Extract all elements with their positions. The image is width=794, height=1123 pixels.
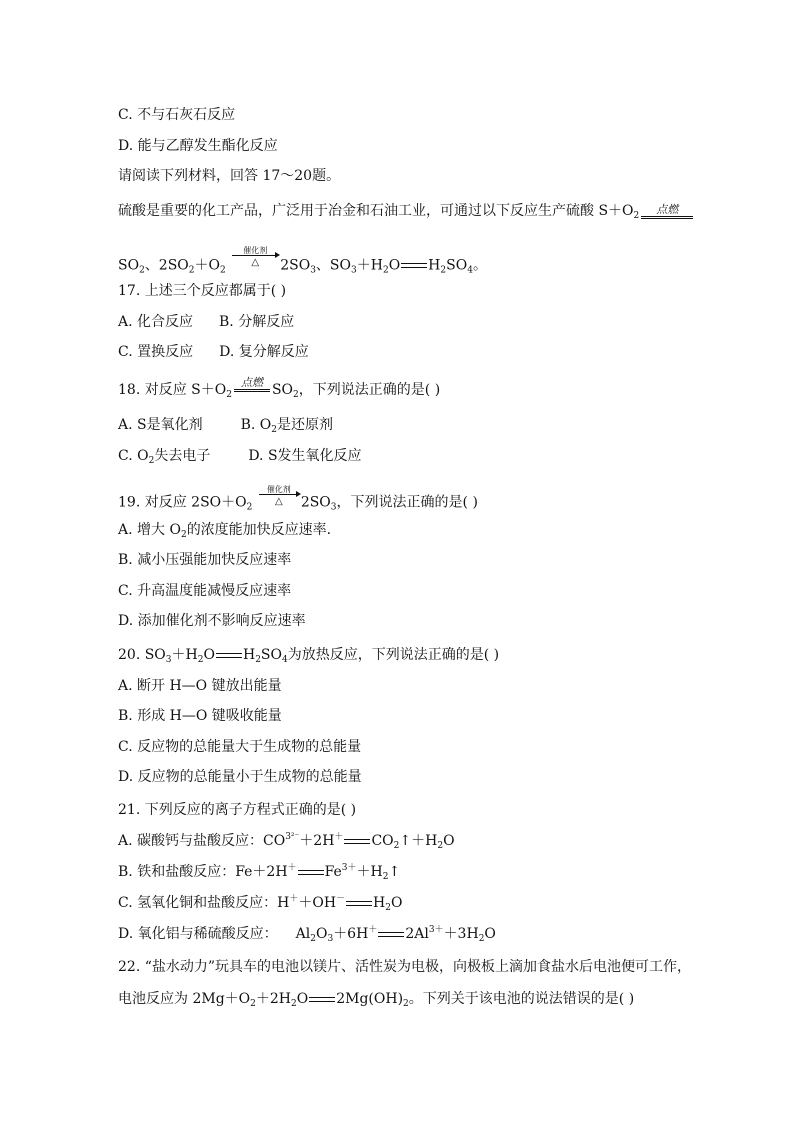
reading-intro: 请阅读下列材料，回答 17～20题。 bbox=[118, 168, 341, 184]
options-17-cd: C. 置换反应 D. 复分解反应 bbox=[118, 344, 309, 360]
option-d-20: D. 反应物的总能量小于生成物的总能量 bbox=[118, 769, 362, 785]
question-18: 18. 对反应 $S+O_2$ 点燃 $SO_2$，下列说法正确的是( ) bbox=[118, 375, 441, 400]
option-d-19: D. 添加催化剂不影响反应速率 bbox=[118, 613, 306, 629]
option-a-20: A. 断开 H—O 键放出能量 bbox=[118, 678, 282, 694]
question-17: 17. 上述三个反应都属于( ) bbox=[118, 283, 287, 299]
question-19: 19. 对反应 $2SO+O_2$ 催化剂 △ $2SO_3$，下列说法正确的是( ) bbox=[118, 485, 478, 513]
option-a-21: A. 碳酸钙与盐酸反应：$CO^{3^{2-}}+2H^+$ $CO_2↑+H_2O$ bbox=[118, 832, 455, 851]
ignite-condition: 点燃 bbox=[641, 204, 693, 219]
question-20: 20. $SO_3+H_2O$ $H_2SO_4$为放热反应，下列说法正确的是( ) bbox=[118, 647, 500, 665]
catalyst-condition: 催化剂 △ bbox=[232, 246, 278, 269]
option-d-16: D. 能与乙醇发生酯化反应 bbox=[118, 138, 278, 154]
options-18-ab: A. S是氧化剂 B. $O_2$是还原剂 bbox=[118, 417, 334, 435]
option-d-21: D. 氧化铝与稀硫酸反应： $Al_2O_3+6H^+$ $2Al^{3+}+3H_2O$ bbox=[118, 925, 496, 944]
option-b-20: B. 形成 H—O 键吸收能量 bbox=[118, 708, 282, 724]
options-18-cd: C. $O_2$失去电子 D. S发生氧化反应 bbox=[118, 448, 362, 466]
question-21: 21. 下列反应的离子方程式正确的是( ) bbox=[118, 802, 357, 818]
material-line-2: $SO_2$、$2SO_2+O_2$ 催化剂 △ $2SO_3$、$SO_3+H_2O$ $H_2SO_4$。 bbox=[118, 246, 487, 276]
options-17-ab: A. 化合反应 B. 分解反应 bbox=[118, 314, 295, 330]
question-22-line-2: 电池反应为 $2Mg+O_2+2H_2O$ $2Mg(OH)_2$。下列关于该电池的说法错误的是( ) bbox=[118, 991, 635, 1009]
material-line-1: 硫酸是重要的化工产品，广泛用于冶金和石油工业，可通过以下反应生产硫酸 $S+O_2$ 点燃 bbox=[118, 202, 695, 220]
option-b-21: B. 铁和盐酸反应：Fe＋2H＋ $Fe^{3+}+H_2↑$ bbox=[118, 863, 401, 882]
option-c-16: C. 不与石灰石反应 bbox=[118, 107, 236, 123]
option-c-20: C. 反应物的总能量大于生成物的总能量 bbox=[118, 739, 362, 755]
option-b-19: B. 减小压强能加快反应速率 bbox=[118, 552, 292, 568]
option-a-19: A. 增大 $O_2$的浓度能加快反应速率. bbox=[118, 522, 332, 540]
question-22-line-1: 22. “盐水动力”玩具车的电池以镁片、活性炭为电极，向极板上滴加食盐水后电池便可工作， bbox=[118, 959, 692, 975]
option-c-19: C. 升高温度能减慢反应速率 bbox=[118, 583, 292, 599]
option-c-21: C. 氢氧化铜和盐酸反应：H＋＋OH－ $H_2O$ bbox=[118, 894, 403, 913]
